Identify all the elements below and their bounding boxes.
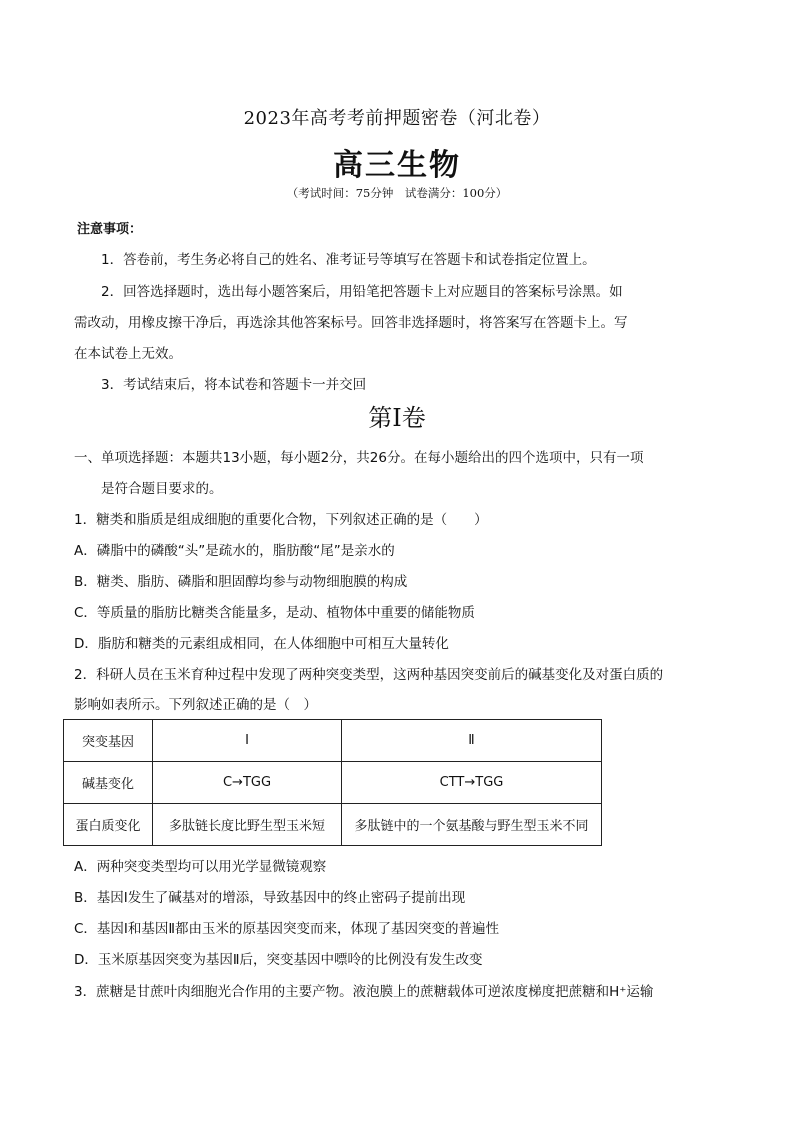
- question-1-option-c: C．等质量的脂肪比糖类含能量多，是动、植物体中重要的储能物质: [74, 605, 475, 621]
- notice-heading: 注意事项：: [77, 222, 143, 237]
- table-row: [64, 762, 602, 804]
- mutation-table: [63, 719, 602, 846]
- notice-line: 2．回答选择题时，选出每小题答案后，用铅笔把答题卡上对应题目的答案标号涂黑。如: [101, 284, 623, 300]
- subject-title: 高三生物: [333, 148, 461, 183]
- question-2-stem-cont: 影响如表所示。下列叙述正确的是（ ）: [74, 697, 317, 713]
- table-row: [64, 804, 602, 846]
- table-cell: C→TGG: [153, 762, 342, 804]
- section-intro: 一、单项选择题：本题共13小题，每小题2分，共26分。在每小题给出的四个选项中，只有一项: [74, 450, 644, 466]
- question-2-option-c: C．基因Ⅰ和基因Ⅱ都由玉米的原基因突变而来，体现了基因突变的普遍性: [74, 921, 500, 937]
- question-2-option-b: B．基因Ⅰ发生了碱基对的增添，导致基因中的终止密码子提前出现: [74, 890, 466, 906]
- question-1-option-b: B．糖类、脂肪、磷脂和胆固醇均参与动物细胞膜的构成: [74, 574, 408, 590]
- question-1-option-a: A．磷脂中的磷酸“头”是疏水的，脂肪酸“尾”是亲水的: [74, 543, 395, 559]
- notice-line: 1．答卷前，考生务必将自己的姓名、准考证号等填写在答题卡和试卷指定位置上。: [101, 252, 596, 268]
- question-2-option-d: D．玉米原基因突变为基因Ⅱ后，突变基因中嘌呤的比例没有发生改变: [74, 952, 483, 968]
- exam-title: 2023年高考考前押题密卷（河北卷）: [243, 108, 551, 129]
- question-2-option-a: A．两种突变类型均可以用光学显微镜观察: [74, 859, 327, 875]
- section-intro-cont: 是符合题目要求的。: [101, 481, 223, 497]
- table-cell: 蛋白质变化: [64, 804, 153, 846]
- notice-line: 需改动，用橡皮擦干净后，再选涂其他答案标号。回答非选择题时，将答案写在答题卡上。写: [74, 315, 628, 331]
- notice-line: 在本试卷上无效。: [74, 346, 182, 362]
- table-cell: CTT→TGG: [342, 762, 602, 804]
- question-1-option-d: D．脂肪和糖类的元素组成相同，在人体细胞中可相互大量转化: [74, 636, 449, 652]
- question-2-stem: 2．科研人员在玉米育种过程中发现了两种突变类型，这两种基因突变前后的碱基变化及对蛋白质的: [74, 667, 664, 683]
- table-cell: 碱基变化: [64, 762, 153, 804]
- question-3-stem: 3．蔗糖是甘蔗叶肉细胞光合作用的主要产物。液泡膜上的蔗糖载体可逆浓度梯度把蔗糖和H⁺运输: [74, 984, 654, 1000]
- table-cell: 多肽链中的一个氨基酸与野生型玉米不同: [342, 804, 602, 846]
- question-1-stem: 1．糖类和脂质是组成细胞的重要化合物，下列叙述正确的是（ ）: [74, 512, 488, 528]
- table-cell: Ⅱ: [342, 720, 602, 762]
- volume-title: 第Ⅰ卷: [368, 404, 426, 432]
- table-row: [64, 720, 602, 762]
- table-cell: 突变基因: [64, 720, 153, 762]
- notice-line: 3．考试结束后，将本试卷和答题卡一并交回: [101, 377, 367, 393]
- exam-info: （考试时间：75分钟 试卷满分：100分）: [286, 186, 508, 200]
- table-cell: 多肽链长度比野生型玉米短: [153, 804, 342, 846]
- table-cell: Ⅰ: [153, 720, 342, 762]
